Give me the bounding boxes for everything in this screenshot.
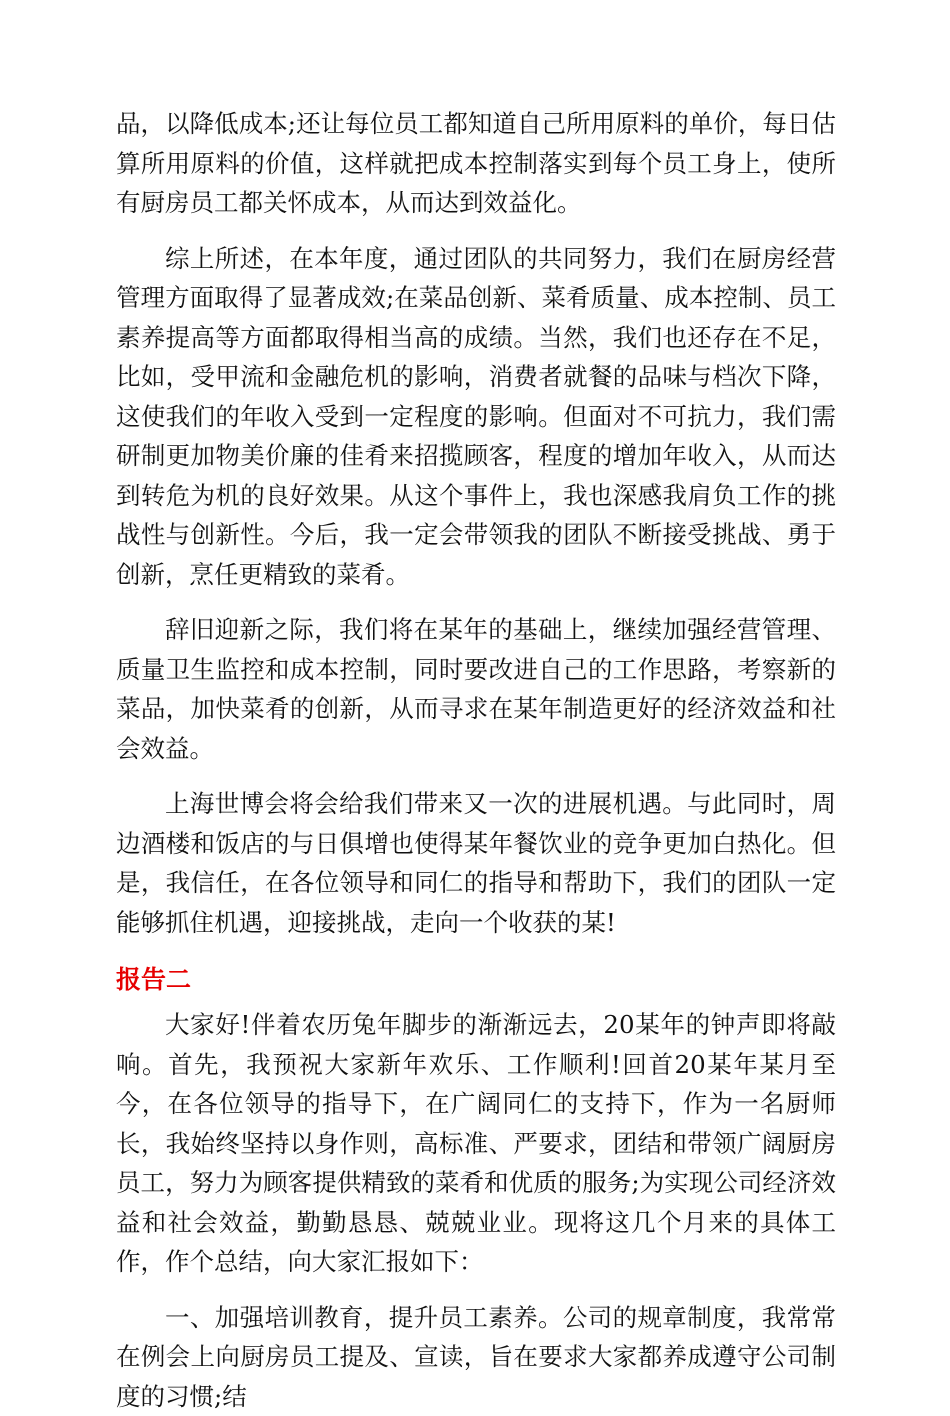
section-heading-report-two: 报告二 [116,960,836,1000]
paragraph-new-year-plan: 辞旧迎新之际，我们将在某年的基础上，继续加强经营管理、质量卫生监控和成本控制，同时要改进自己的工作思路，考察新的菜品，加快菜肴的创新，从而寻求在某年制造更好的经济效益和社会效益。 [116,610,836,768]
paragraph-annual-summary: 综上所述，在本年度，通过团队的共同努力，我们在厨房经营管理方面取得了显著成效;在菜品创新、菜肴质量、成本控制、员工素养提高等方面都取得相当高的成绩。当然，我们也还存在不足，比如，受甲流和金融危机的影响，消费者就餐的品味与档次下降，这使我们的年收入受到一定程度的影响。但面对不可抗力，我们需研制更加物美价廉的佳肴来招揽顾客，程度的增加年收入，从而达到转危为机的良好效果。从这个事件上，我也深感我肩负工作的挑战性与创新性。今后，我一定会带领我的团队不断接受挑战、勇于创新，烹任更精致的菜肴。 [116,239,836,595]
paragraph-cost-control-continued: 品，以降低成本;还让每位员工都知道自己所用原料的单价，每日估算所用原料的价值，这样就把成本控制落实到每个员工身上，使所有厨房员工都关怀成本，从而达到效益化。 [116,104,836,223]
paragraph-greeting-intro: 大家好!伴着农历兔年脚步的渐渐远去，20某年的钟声即将敲响。首先，我预祝大家新年欢乐、工作顺利!回首20某年某月至今，在各位领导的指导下，在广阔同仁的支持下，作为一名厨师长，我始终坚持以身作则，高标准、严要求，团结和带领广阔厨房员工，努力为顾客提供精致的菜肴和优质的服务;为实现公司经济效益和社会效益，勤勤恳恳、兢兢业业。现将这几个月来的具体工作，作个总结，向大家汇报如下： [116,1005,836,1282]
paragraph-expo-opportunity: 上海世博会将会给我们带来又一次的进展机遇。与此同时，周边酒楼和饭店的与日俱增也使得某年餐饮业的竞争更加白热化。但是，我信任，在各位领导和同仁的指导和帮助下，我们的团队一定能够抓住机遇，迎接挑战，走向一个收获的某! [116,784,836,942]
document-page [116,104,836,1416]
paragraph-training-education: 一、加强培训教育，提升员工素养。公司的规章制度，我常常在例会上向厨房员工提及、宣读，旨在要求大家都养成遵守公司制度的习惯;结 [116,1298,836,1416]
